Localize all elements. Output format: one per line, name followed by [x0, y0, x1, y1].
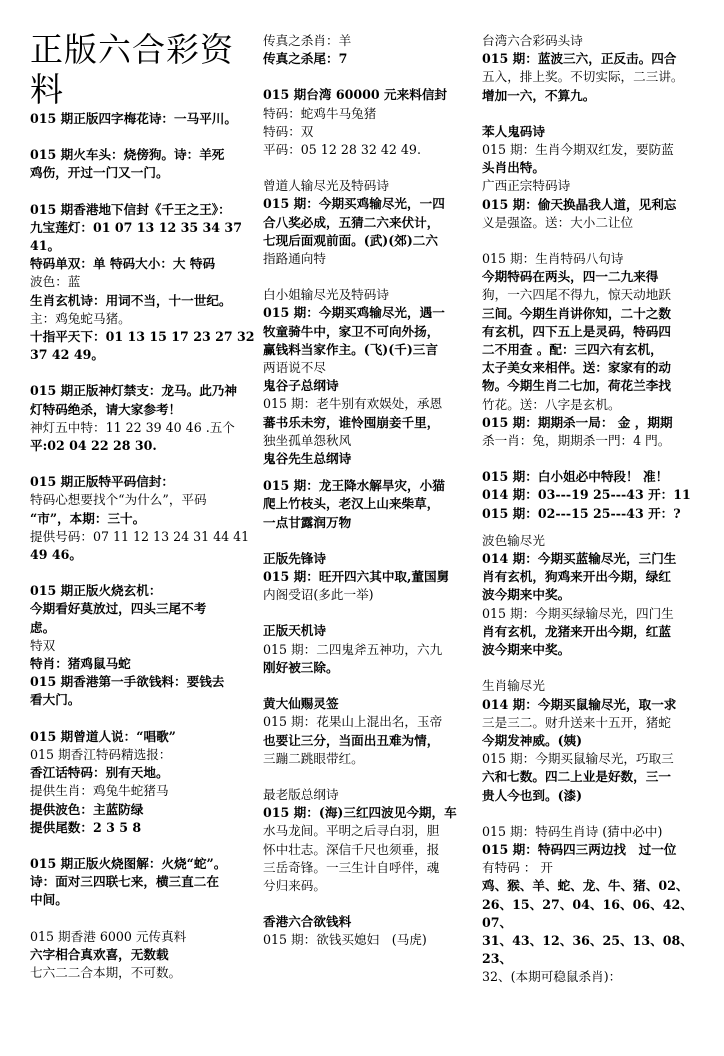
text-line: 一点甘露润万物: [263, 514, 352, 530]
text-line: 015 期：今期买鼠输尽光，巧取三: [482, 751, 674, 767]
text-line: 平:02 04 22 28 30.: [30, 438, 157, 454]
text-line: 鬼谷子总纲诗: [263, 378, 339, 394]
text-line: 生肖输尽光: [482, 678, 545, 694]
text-line: 49 46。: [30, 547, 83, 563]
text-line: 生肖玄机诗：用词不当，十一世纪。: [30, 292, 232, 308]
column-2-body: [263, 32, 475, 950]
text-block: [263, 177, 475, 268]
text-line: 015 期：特码生肖诗 (猜中必中): [482, 823, 663, 839]
text-line: 贵人今也到。(漆): [482, 787, 583, 803]
text-line: 特码：蛇鸡牛马兔猪: [263, 105, 377, 121]
text-block: [263, 550, 475, 605]
block-spacer: [482, 232, 710, 250]
text-line: 五入，排上奖。不切实际，二三讲。: [482, 69, 684, 85]
text-line: 今期看好莫放过，四头三尾不考: [30, 601, 207, 617]
text-block: [482, 823, 710, 987]
text-line: 也要让三分，当面出丑难为情，: [263, 732, 440, 748]
text-line: 刚好被三除。: [263, 659, 339, 675]
text-line: 鬼谷先生总纲诗: [263, 451, 352, 467]
text-block: [482, 250, 710, 450]
text-line: 015 期：老牛别有欢娱处，承恩: [263, 396, 443, 412]
block-spacer: [30, 910, 256, 928]
block-spacer: [30, 455, 256, 473]
text-line: 015 期：花果山上混出名，玉帝: [263, 714, 443, 730]
text-block: [263, 286, 475, 468]
text-line: 三间。今期生肖讲你知，二十之数: [482, 305, 671, 321]
text-line: 26、15、27、04、16、06、42、07、: [482, 896, 693, 930]
text-block: [263, 913, 475, 949]
text-line: 竹花。送：八字是玄机。: [482, 396, 621, 412]
text-block: [263, 32, 475, 68]
text-line: 提供号码：07 11 12 13 24 31 44 41: [30, 528, 250, 544]
text-line: 015 期：今期买鸡输尽光，一四: [263, 196, 445, 212]
block-spacer: [482, 450, 710, 468]
text-line: 太子美女来相伴。送：家家有的动: [482, 360, 671, 376]
text-line: 015 期香港 6000 元传真料: [30, 928, 187, 944]
text-line: 014 期：03---19 25---43 开：11: [482, 487, 691, 503]
text-block: [30, 382, 256, 455]
text-line: 015 期火车头：烧傍狗。诗：羊死: [30, 147, 225, 163]
text-block: [482, 677, 710, 804]
text-line: 015 期：期期杀一局： 金 ，期期: [482, 414, 673, 430]
text-line: 015 期：龙王降水解旱灾，小猫: [263, 478, 445, 494]
text-line: 提供尾数：2 3 5 8: [30, 819, 142, 835]
text-block: [482, 32, 710, 105]
column-1: [30, 0, 256, 1024]
block-spacer: [263, 895, 475, 913]
text-line: 蕃书乐未穷，谁怜囤崩妾千里，: [263, 414, 440, 430]
block-spacer: [30, 183, 256, 201]
text-line: 015 期：今期买鸡输尽光，遇一: [263, 305, 445, 321]
text-line: 014 期：今期买鼠输尽光，取一求: [482, 696, 677, 712]
text-line: 015 期：欲钱买媳妇 (马虎): [263, 932, 427, 948]
text-line: 015 期香江特码精选报：: [30, 746, 172, 762]
text-line: 七现后面观前面。(武)(郊)二六: [263, 232, 438, 248]
text-block: [482, 123, 710, 232]
text-line: 苯人鬼码诗: [482, 123, 545, 139]
block-spacer: [263, 532, 475, 550]
text-line: 诗：面对三四联七来，横三直二在: [30, 874, 219, 890]
text-line: 台湾六合彩码头诗: [482, 33, 583, 48]
text-block: [30, 146, 256, 182]
text-line: 十指平天下：01 13 15 17 23 27 32: [30, 329, 255, 345]
text-block: [30, 473, 256, 564]
text-line: 主：鸡兔蛇马猪。: [30, 310, 131, 326]
text-line: 虑。: [30, 619, 56, 635]
text-line: 015 期香港第一手欲钱料：要钱去: [30, 674, 225, 690]
text-block: [30, 728, 256, 837]
text-block: [263, 622, 475, 677]
text-line: 香港六合欲钱料: [263, 914, 352, 930]
text-block: [263, 86, 475, 159]
block-spacer: [263, 468, 475, 477]
text-line: 传真之杀肖：羊: [263, 33, 352, 48]
text-line: 兮归来码。: [263, 877, 326, 893]
text-line: 015 期香港地下信封《千王之王》：: [30, 201, 231, 217]
text-line: 怀中壮志。深信千尺也须垂，报: [263, 841, 440, 857]
column-1-body: [30, 110, 256, 982]
text-line: 今期特码在两头，四一二九来得: [482, 269, 659, 285]
text-line: 牧童骑牛中，家卫不可向外扬，: [263, 323, 440, 339]
text-line: 传真之杀尾：7: [263, 51, 348, 67]
text-block: [30, 201, 256, 365]
text-line: 015 期：蓝波三六，正反击。四合: [482, 51, 677, 67]
text-line: 白小姐输尽光及特码诗: [263, 287, 389, 303]
title-line-1: 正版六合彩资: [30, 30, 234, 69]
text-line: 杀一肖：兔，期期杀一門：4 門。: [482, 433, 671, 449]
block-spacer: [482, 105, 710, 123]
block-spacer: [482, 805, 710, 823]
text-block: [482, 468, 710, 523]
text-block: [263, 786, 475, 895]
text-line: 狗，一六四尾不得九，惊天动地跃: [482, 287, 671, 303]
block-spacer: [30, 564, 256, 582]
text-line: 015 期：白小姐必中特段！ 准！: [482, 469, 669, 485]
text-line: 37 42 49。: [30, 347, 104, 363]
text-line: 七六二二合本期，不可数。: [30, 964, 182, 980]
text-line: 鸡、猴、羊、蛇、龙、牛、猪、02、: [482, 878, 689, 894]
column-2: [263, 0, 475, 1056]
text-line: 两语说不尽: [263, 360, 326, 376]
text-line: 物。今期生肖二七加，荷花兰李找: [482, 378, 671, 394]
text-line: 015 期：(海)三红四波见今期，车: [263, 805, 457, 821]
text-line: 广西正宗特码诗: [482, 178, 571, 194]
text-line: 波今期来中奖。: [482, 642, 571, 658]
text-line: 015 期：偷天换晶我人道，见利忘: [482, 196, 677, 212]
text-line: 有特码 ： 开: [482, 860, 553, 876]
text-line: 014 期：今期买蓝输尽光，三门生: [482, 551, 677, 567]
block-spacer: [263, 677, 475, 695]
text-line: 015 期：生肖特码八句诗: [482, 251, 624, 267]
text-line: 内阁受诏(多此一举): [263, 587, 374, 603]
block-spacer: [482, 523, 710, 532]
text-line: 32、(本期可稳鼠杀肖)：: [482, 969, 622, 985]
text-line: 肖有玄机，龙猪来开出今期，红蓝: [482, 623, 671, 639]
text-line: 六字相合真欢喜，无数载: [30, 946, 169, 962]
text-block: [30, 855, 256, 910]
text-line: 指路通向特: [263, 251, 326, 267]
text-line: 波色输尽光: [482, 532, 545, 548]
text-block: [263, 477, 475, 532]
text-line: 赢钱料当家作主。(飞)(千)三言: [263, 341, 438, 357]
text-line: 三岳奇锋。一三生计自呼伴，魂: [263, 859, 440, 875]
text-line: 黄大仙赐灵签: [263, 696, 339, 712]
text-line: 015 期正版四字梅花诗：一马平川。: [30, 111, 237, 126]
text-line: 015 期：二四鬼斧五神功，六九: [263, 641, 443, 657]
text-line: 增加一六，不算九。: [482, 87, 596, 103]
block-spacer: [263, 268, 475, 286]
text-line: 合八奖必成，五猜二六来伏计，: [263, 214, 440, 230]
text-line: 015 期正版火烧玄机：: [30, 583, 162, 599]
text-line: 三蹦二跳眼带红。: [263, 750, 364, 766]
text-line: 二不用查 。配：三四六有玄机，: [482, 342, 663, 358]
block-spacer: [263, 68, 475, 86]
text-line: 平码：05 12 28 32 42 49.: [263, 142, 421, 158]
text-line: 有玄机，四下五上是灵码，特码四: [482, 323, 671, 339]
block-spacer: [30, 128, 256, 146]
text-block: [30, 928, 256, 983]
text-line: 九宝莲灯：01 07 13 12 35 34 37 41。: [30, 219, 242, 254]
text-line: 015 期正版神灯禁支：龙马。此乃神: [30, 383, 237, 399]
page-title: [30, 30, 256, 110]
text-line: 香江话特码：别有天地。: [30, 765, 169, 781]
text-block: [30, 110, 256, 128]
text-line: 独坐孤单怨秋风: [263, 432, 352, 448]
text-line: 水马龙间。平明之后寻白羽，胆: [263, 823, 440, 839]
text-line: 正版先锋诗: [263, 550, 326, 566]
block-spacer: [30, 710, 256, 728]
text-line: 特码：双: [263, 123, 314, 139]
text-line: 特码心想要找个“为什么”，平码: [30, 492, 207, 508]
text-line: 爬上竹枝头，老汉上山来柴草，: [263, 496, 440, 512]
text-line: 015 期：旺开四六其中取,董国舅: [263, 569, 450, 585]
text-line: 015 期：生肖今期双红发，要防蓝: [482, 142, 674, 158]
text-line: 三是三二。财升送来十五开，猪蛇: [482, 714, 671, 730]
text-line: 015 期：今期买绿输尽光，四门生: [482, 605, 674, 621]
text-block: [30, 582, 256, 709]
text-line: 今期发神威。(姨): [482, 732, 583, 748]
text-line: 鸡伤，开过一门又一门。: [30, 165, 169, 181]
block-spacer: [263, 768, 475, 786]
text-block: [263, 695, 475, 768]
block-spacer: [263, 604, 475, 622]
text-line: 神灯五中特：11 22 39 40 46 .五个: [30, 419, 235, 435]
block-spacer: [482, 659, 710, 677]
text-line: 015 期正版火烧图解：火烧“蛇”。: [30, 855, 227, 871]
text-line: 特码单双：单 特码大小：大 特码: [30, 256, 216, 272]
text-line: 头肖出特。: [482, 160, 545, 176]
text-line: 看大门。: [30, 692, 81, 708]
text-line: 提供生肖：鸡兔牛蛇猪马: [30, 783, 169, 799]
text-line: 特肖：猪鸡鼠马蛇: [30, 656, 131, 672]
block-spacer: [30, 364, 256, 382]
title-line-2: 料: [30, 70, 64, 109]
text-line: 肖有玄机，狗鸡来开出今期，绿红: [482, 569, 671, 585]
text-line: 31、43、12、36、25、13、08、23、: [482, 932, 693, 967]
text-line: 正版天机诗: [263, 623, 326, 639]
text-line: 015 期：02---15 25---43 开：?: [482, 505, 681, 521]
text-line: 中间。: [30, 892, 68, 908]
text-line: “市”，本期：三十。: [30, 510, 146, 526]
text-line: 灯特码绝杀，请大家参考！: [30, 401, 182, 417]
text-line: 提供波色：主蓝防绿: [30, 801, 144, 817]
text-line: 曾道人输尽光及特码诗: [263, 178, 389, 194]
block-spacer: [263, 159, 475, 177]
text-line: 六和七数。四二上业是好数，三一: [482, 769, 671, 785]
text-line: 波色：蓝: [30, 274, 81, 290]
text-line: 特双: [30, 637, 56, 653]
text-line: 最老版总纲诗: [263, 786, 339, 802]
text-line: 义是强盗。送：大小二让位: [482, 214, 634, 230]
column-3-body: [482, 32, 710, 987]
text-line: 015 期台湾 60000 元来料信封: [263, 87, 448, 103]
block-spacer: [30, 837, 256, 855]
text-line: 015 期曾道人说：“唱歌”: [30, 728, 176, 744]
column-3: [482, 0, 710, 1056]
text-line: 波今期来中奖。: [482, 587, 571, 603]
text-block: [482, 532, 710, 659]
text-line: 015 期正版特平码信封：: [30, 474, 175, 490]
text-line: 015 期：特码四三两边找 过一位: [482, 841, 677, 857]
